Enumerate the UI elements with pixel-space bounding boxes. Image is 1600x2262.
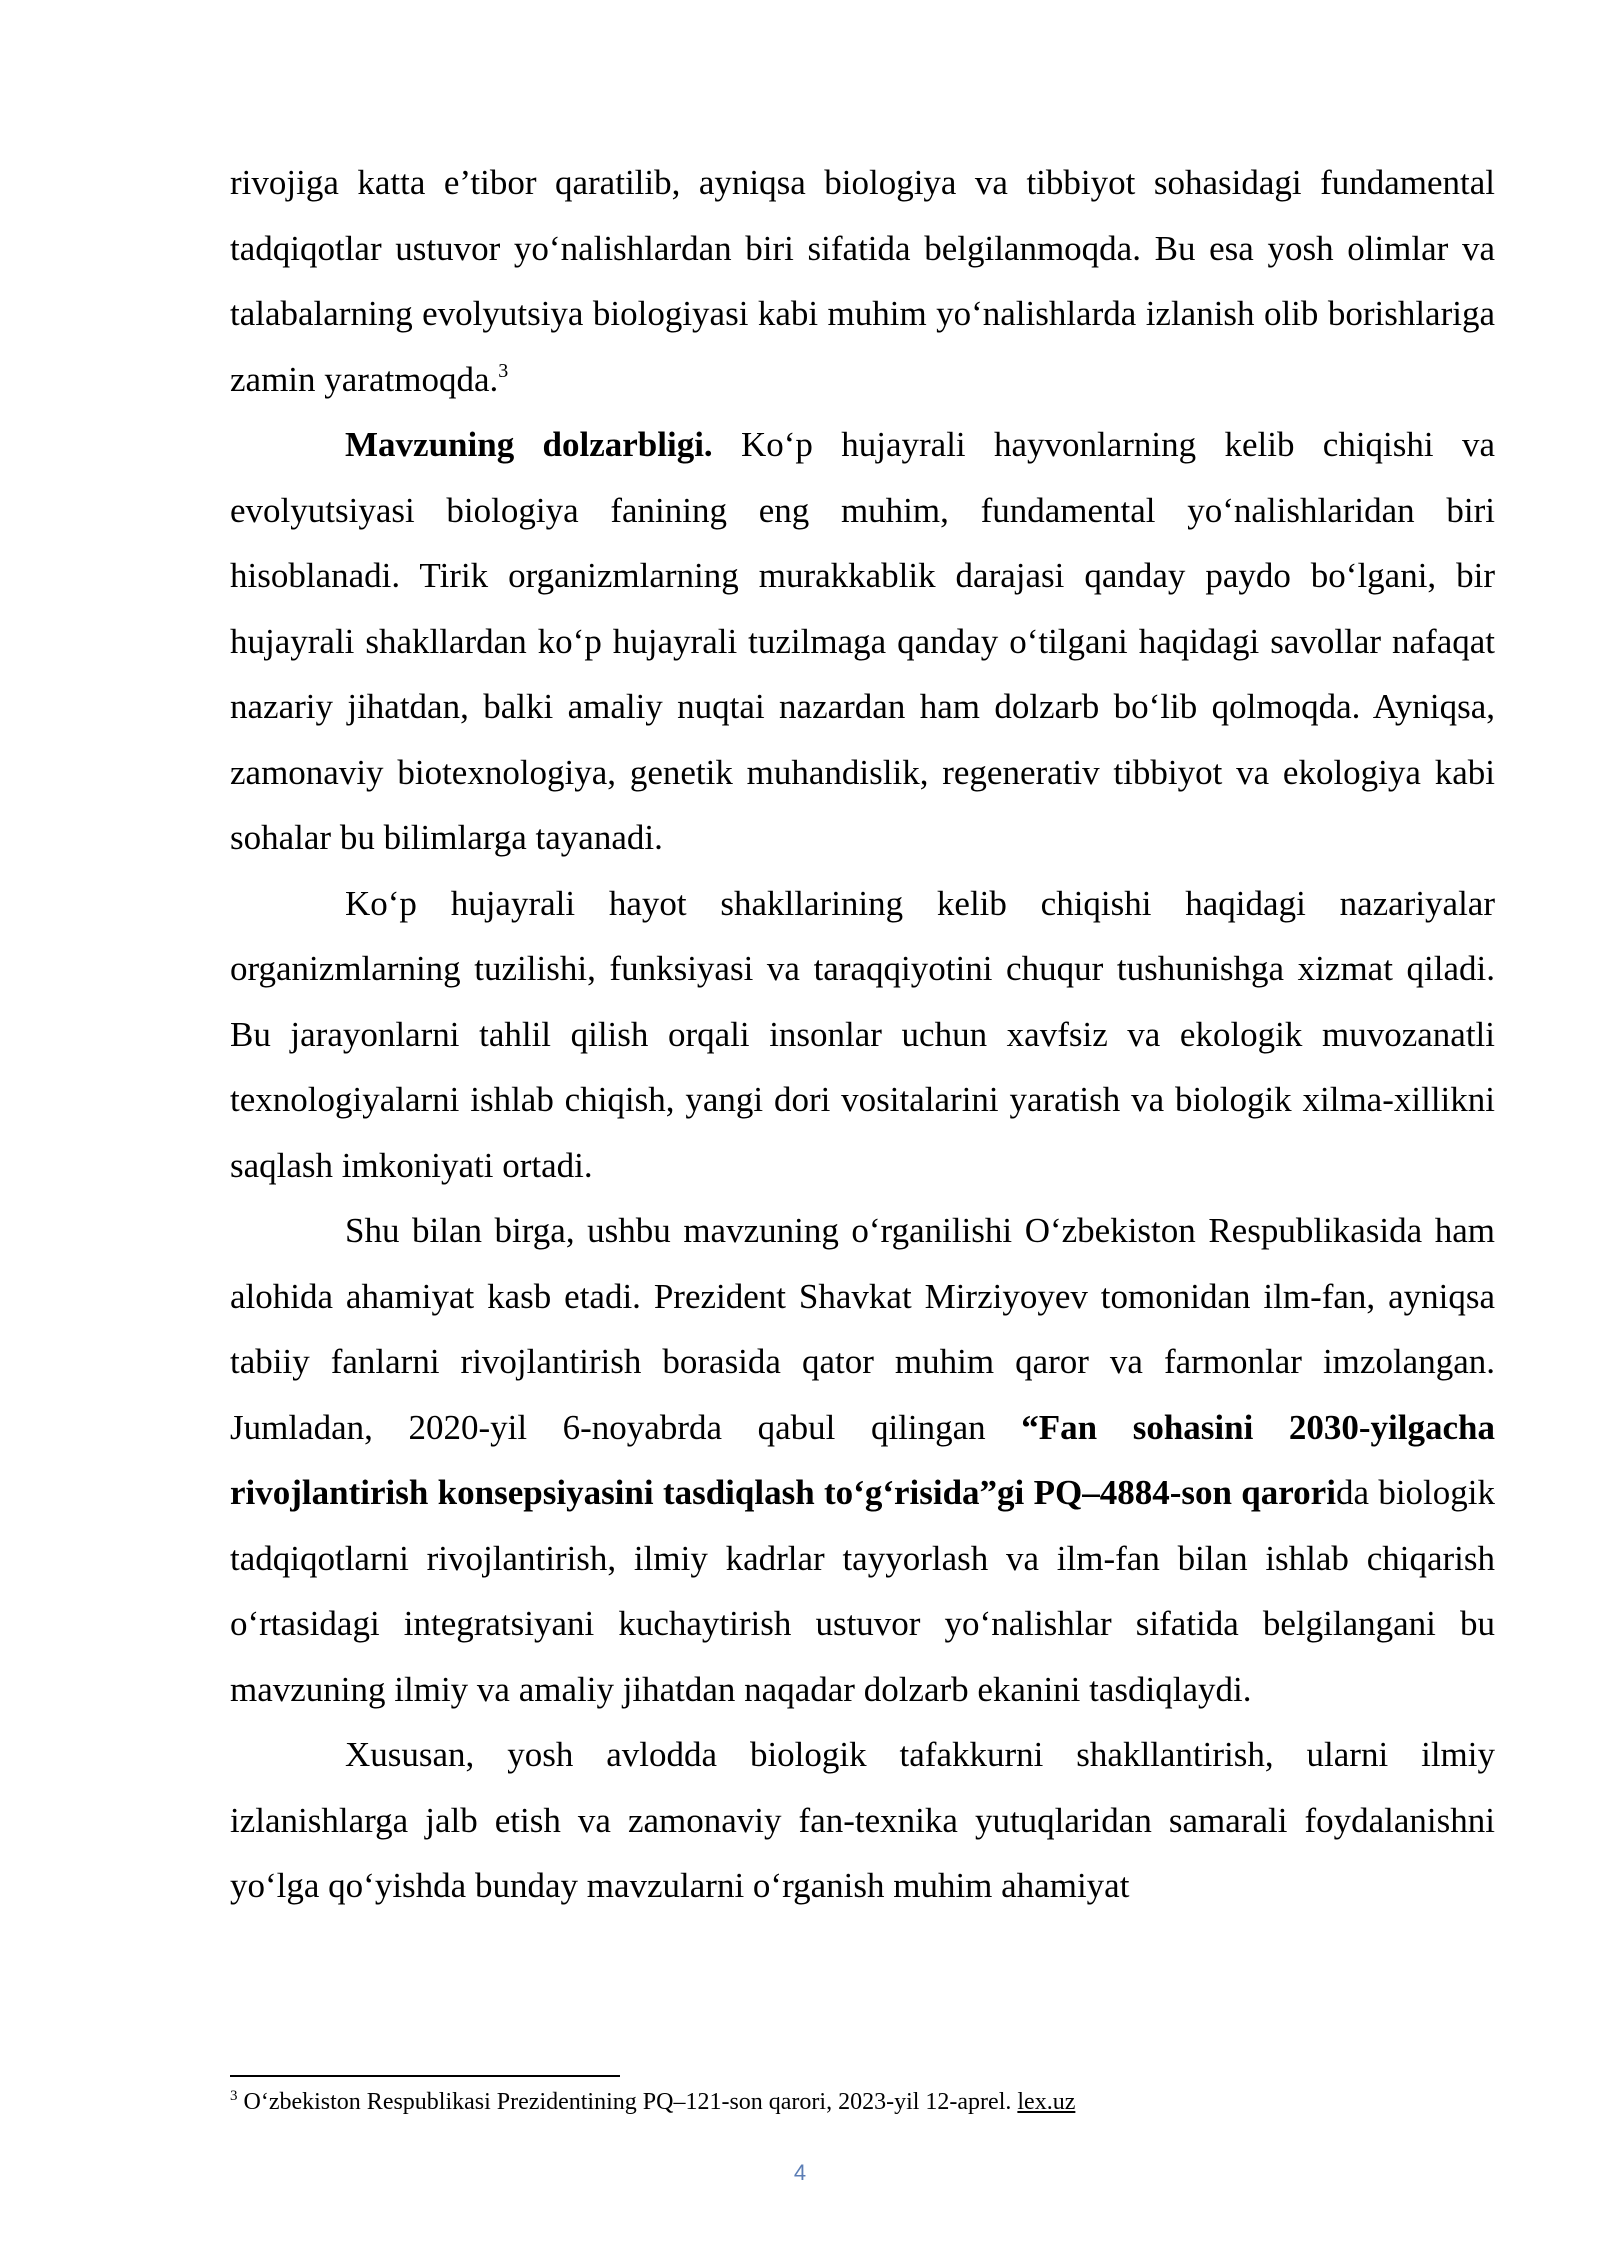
paragraph-4 [230,1198,1495,1722]
footnote-number: 3 [230,2088,238,2104]
paragraph-2 [230,412,1495,871]
footnote-link[interactable]: lex.uz [1017,2089,1076,2115]
page-number: 4 [793,2160,807,2185]
paragraph-text: Shu bilan birga, ushbu mavzuning o‘rganilishi O‘zbekiston Respublikasida ham alohida ahamiyat kasb etadi. Prezident Shavkat Mirziyoyev tomonidan ilm-fan, ayniqsa tabiiy fanlarni rivojlantirish borasida qator muhim qaror va farmonlar imzolangan. Jumladan, 2020-yil 6-noyabrda qabul qilingan [230,1211,1495,1447]
paragraph-text: rivojiga katta e’tibor qaratilib, ayniqsa biologiya va tibbiyot sohasidagi fundamental tadqiqotlar ustuvor yo‘nalishlardan biri sifatida belgilanmoqda. Bu esa yosh olimlar va talabalarning evolyutsiya biologiyasi kabi muhim yo‘nalishlarda izlanish olib borishlariga zamin yaratmoqda. [230,163,1495,399]
section-heading: Mavzuning dolzarbligi. [345,425,713,464]
footnote-reference[interactable]: 3 [498,359,509,382]
paragraph-3 [230,871,1495,1199]
paragraph-text: da biologik tadqiqotlarni rivojlantirish, ilmiy kadrlar tayyorlash va ilm-fan bilan ishlab chiqarish o‘rtasidagi integratsiyani kuchaytirish ustuvor yo‘nalishlar sifatida belgilangani bu mavzuning ilmiy va amaliy jihatdan naqadar dolzarb ekanini tasdiqlaydi. [230,1473,1495,1709]
body-text [230,150,1495,1919]
footnote [230,2085,1495,2119]
paragraph-1 [230,150,1495,412]
paragraph-text: Ko‘p hujayrali hayot shakllarining kelib chiqishi haqidagi nazariyalar organizmlarning tuzilishi, funksiyasi va taraqqiyotini chuqur tushunishga xizmat qiladi. Bu jarayonlarni tahlil qilish orqali insonlar uchun xavfsiz va ekologik muvozanatli texnologiyalarni ishlab chiqish, yangi dori vositalarini yaratish va biologik xilma-xillikni saqlash imkoniyati ortadi. [230,883,1495,1185]
paragraph-5 [230,1722,1495,1919]
footnote-separator [230,2075,620,2077]
footnote-text: O‘zbekiston Respublikasi Prezidentining PQ–121-son qarori, 2023-yil 12-aprel. [237,2089,1018,2115]
paragraph-text: Xususan, yosh avlodda biologik tafakkurni shakllantirish, ularni ilmiy izlanishlarga jalb etish va zamonaviy fan-texnika yutuqlaridan samarali foydalanishni yo‘lga qo‘yishda bunday mavzularni o‘rganish muhim ahamiyat [230,1735,1495,1905]
paragraph-text: Ko‘p hujayrali hayvonlarning kelib chiqishi va evolyutsiyasi biologiya fanining eng muhim, fundamental yo‘nalishlaridan biri hisoblanadi. Tirik organizmlarning murakkablik darajasi qanday paydo bo‘lgani, bir hujayrali shakllardan ko‘p hujayrali tuzilmaga qanday o‘tilgani haqidagi savollar nafaqat nazariy jihatdan, balki amaliy nuqtai nazardan ham dolzarb bo‘lib qolmoqda. Ayniqsa, zamonaviy biotexnologiya, genetik muhandislik, regenerativ tibbiyot va ekologiya kabi sohalar bu bilimlarga tayanadi. [230,425,1495,857]
decree-title: “Fan sohasini 2030-yilgacha rivojlantirish konsepsiyasini tasdiqlash to‘g‘risida”gi PQ–4884-son qarori [230,1407,1495,1512]
